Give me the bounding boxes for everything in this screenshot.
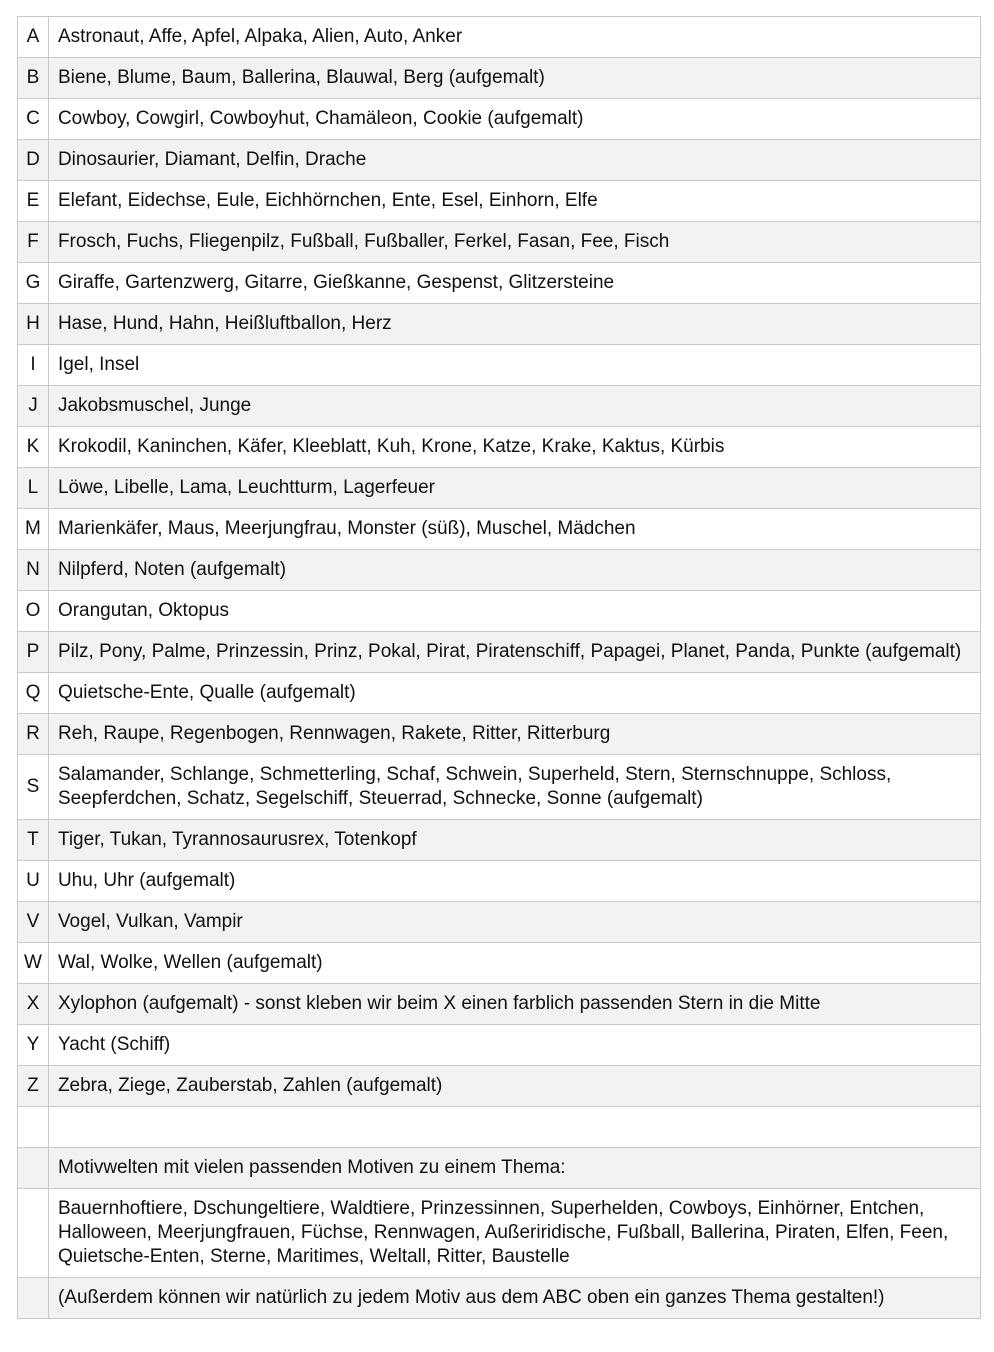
row-motifs: Salamander, Schlange, Schmetterling, Schaf, Schwein, Superheld, Stern, Sternschnuppe, Schloss, Seepferdchen, Schatz, Segelschiff, Steuerrad, Schnecke, Sonne (aufgemalt) (48, 755, 980, 820)
row-motifs: Quietsche-Ente, Qualle (aufgemalt) (48, 673, 980, 714)
table-row (18, 345, 981, 386)
row-motifs: Motivwelten mit vielen passenden Motiven zu einem Thema: (48, 1148, 980, 1189)
row-letter: I (18, 345, 49, 386)
table-row (18, 984, 981, 1025)
row-letter: F (18, 222, 49, 263)
row-letter: J (18, 386, 49, 427)
row-motifs: Vogel, Vulkan, Vampir (48, 902, 980, 943)
row-motifs: Biene, Blume, Baum, Ballerina, Blauwal, Berg (aufgemalt) (48, 58, 980, 99)
table-row (18, 1066, 981, 1107)
table-row (18, 386, 981, 427)
row-letter: A (18, 17, 49, 58)
row-motifs: Marienkäfer, Maus, Meerjungfrau, Monster (süß), Muschel, Mädchen (48, 509, 980, 550)
row-letter: G (18, 263, 49, 304)
table-row (18, 820, 981, 861)
row-motifs: Jakobsmuschel, Junge (48, 386, 980, 427)
table-row (18, 304, 981, 345)
row-motifs: Yacht (Schiff) (48, 1025, 980, 1066)
row-letter: O (18, 591, 49, 632)
table-row (18, 550, 981, 591)
row-letter: C (18, 99, 49, 140)
row-motifs: Elefant, Eidechse, Eule, Eichhörnchen, Ente, Esel, Einhorn, Elfe (48, 181, 980, 222)
table-row (18, 902, 981, 943)
row-letter: L (18, 468, 49, 509)
table-row (18, 591, 981, 632)
row-letter: H (18, 304, 49, 345)
row-motifs: Cowboy, Cowgirl, Cowboyhut, Chamäleon, Cookie (aufgemalt) (48, 99, 980, 140)
table-row (18, 509, 981, 550)
table-body (18, 17, 981, 1319)
row-motifs: Hase, Hund, Hahn, Heißluftballon, Herz (48, 304, 980, 345)
row-motifs: Wal, Wolke, Wellen (aufgemalt) (48, 943, 980, 984)
row-motifs: Löwe, Libelle, Lama, Leuchtturm, Lagerfeuer (48, 468, 980, 509)
row-letter: W (18, 943, 49, 984)
row-letter (18, 1189, 49, 1278)
row-motifs: Pilz, Pony, Palme, Prinzessin, Prinz, Pokal, Pirat, Piratenschiff, Papagei, Planet, Panda, Punkte (aufgemalt) (48, 632, 980, 673)
table-row (18, 222, 981, 263)
table-row (18, 181, 981, 222)
abc-motif-table (17, 16, 981, 1319)
row-motifs: Astronaut, Affe, Apfel, Alpaka, Alien, Auto, Anker (48, 17, 980, 58)
table-row (18, 632, 981, 673)
row-motifs: Xylophon (aufgemalt) - sonst kleben wir beim X einen farblich passenden Stern in die Mitte (48, 984, 980, 1025)
row-letter: D (18, 140, 49, 181)
table-row (18, 755, 981, 820)
table-row (18, 1107, 981, 1148)
row-motifs: Krokodil, Kaninchen, Käfer, Kleeblatt, Kuh, Krone, Katze, Krake, Kaktus, Kürbis (48, 427, 980, 468)
row-letter: P (18, 632, 49, 673)
row-letter: Y (18, 1025, 49, 1066)
row-letter (18, 1107, 49, 1148)
table-row (18, 263, 981, 304)
row-motifs: Bauernhoftiere, Dschungeltiere, Waldtiere, Prinzessinnen, Superhelden, Cowboys, Einhörner, Entchen, Halloween, Meerjungfrauen, Füchse, Rennwagen, Außeriridische, Fußball, Ballerina, Piraten, Elfen, Feen, Quietsche-Enten, Sterne, Maritimes, Weltall, Ritter, Baustelle (48, 1189, 980, 1278)
row-letter: B (18, 58, 49, 99)
table-row (18, 58, 981, 99)
table-row (18, 427, 981, 468)
row-motifs: Orangutan, Oktopus (48, 591, 980, 632)
table-row (18, 714, 981, 755)
row-letter: X (18, 984, 49, 1025)
row-letter: R (18, 714, 49, 755)
row-motifs (48, 1107, 980, 1148)
row-motifs: Dinosaurier, Diamant, Delfin, Drache (48, 140, 980, 181)
row-motifs: Uhu, Uhr (aufgemalt) (48, 861, 980, 902)
row-motifs: (Außerdem können wir natürlich zu jedem Motiv aus dem ABC oben ein ganzes Thema gestalten!) (48, 1278, 980, 1319)
table-row (18, 861, 981, 902)
table-row (18, 1025, 981, 1066)
table-row (18, 140, 981, 181)
row-letter: U (18, 861, 49, 902)
row-motifs: Nilpferd, Noten (aufgemalt) (48, 550, 980, 591)
row-letter: Z (18, 1066, 49, 1107)
row-letter (18, 1148, 49, 1189)
table-row (18, 943, 981, 984)
row-letter: N (18, 550, 49, 591)
table-row (18, 1278, 981, 1319)
row-letter: S (18, 755, 49, 820)
row-letter: K (18, 427, 49, 468)
row-letter: M (18, 509, 49, 550)
table-row (18, 1148, 981, 1189)
table-row (18, 673, 981, 714)
table-row (18, 468, 981, 509)
row-motifs: Igel, Insel (48, 345, 980, 386)
table-row (18, 99, 981, 140)
row-motifs: Tiger, Tukan, Tyrannosaurusrex, Totenkopf (48, 820, 980, 861)
row-letter (18, 1278, 49, 1319)
table-row (18, 1189, 981, 1278)
row-motifs: Zebra, Ziege, Zauberstab, Zahlen (aufgemalt) (48, 1066, 980, 1107)
row-letter: T (18, 820, 49, 861)
row-motifs: Reh, Raupe, Regenbogen, Rennwagen, Rakete, Ritter, Ritterburg (48, 714, 980, 755)
row-letter: Q (18, 673, 49, 714)
table-row (18, 17, 981, 58)
row-letter: E (18, 181, 49, 222)
row-motifs: Frosch, Fuchs, Fliegenpilz, Fußball, Fußballer, Ferkel, Fasan, Fee, Fisch (48, 222, 980, 263)
row-letter: V (18, 902, 49, 943)
row-motifs: Giraffe, Gartenzwerg, Gitarre, Gießkanne, Gespenst, Glitzersteine (48, 263, 980, 304)
